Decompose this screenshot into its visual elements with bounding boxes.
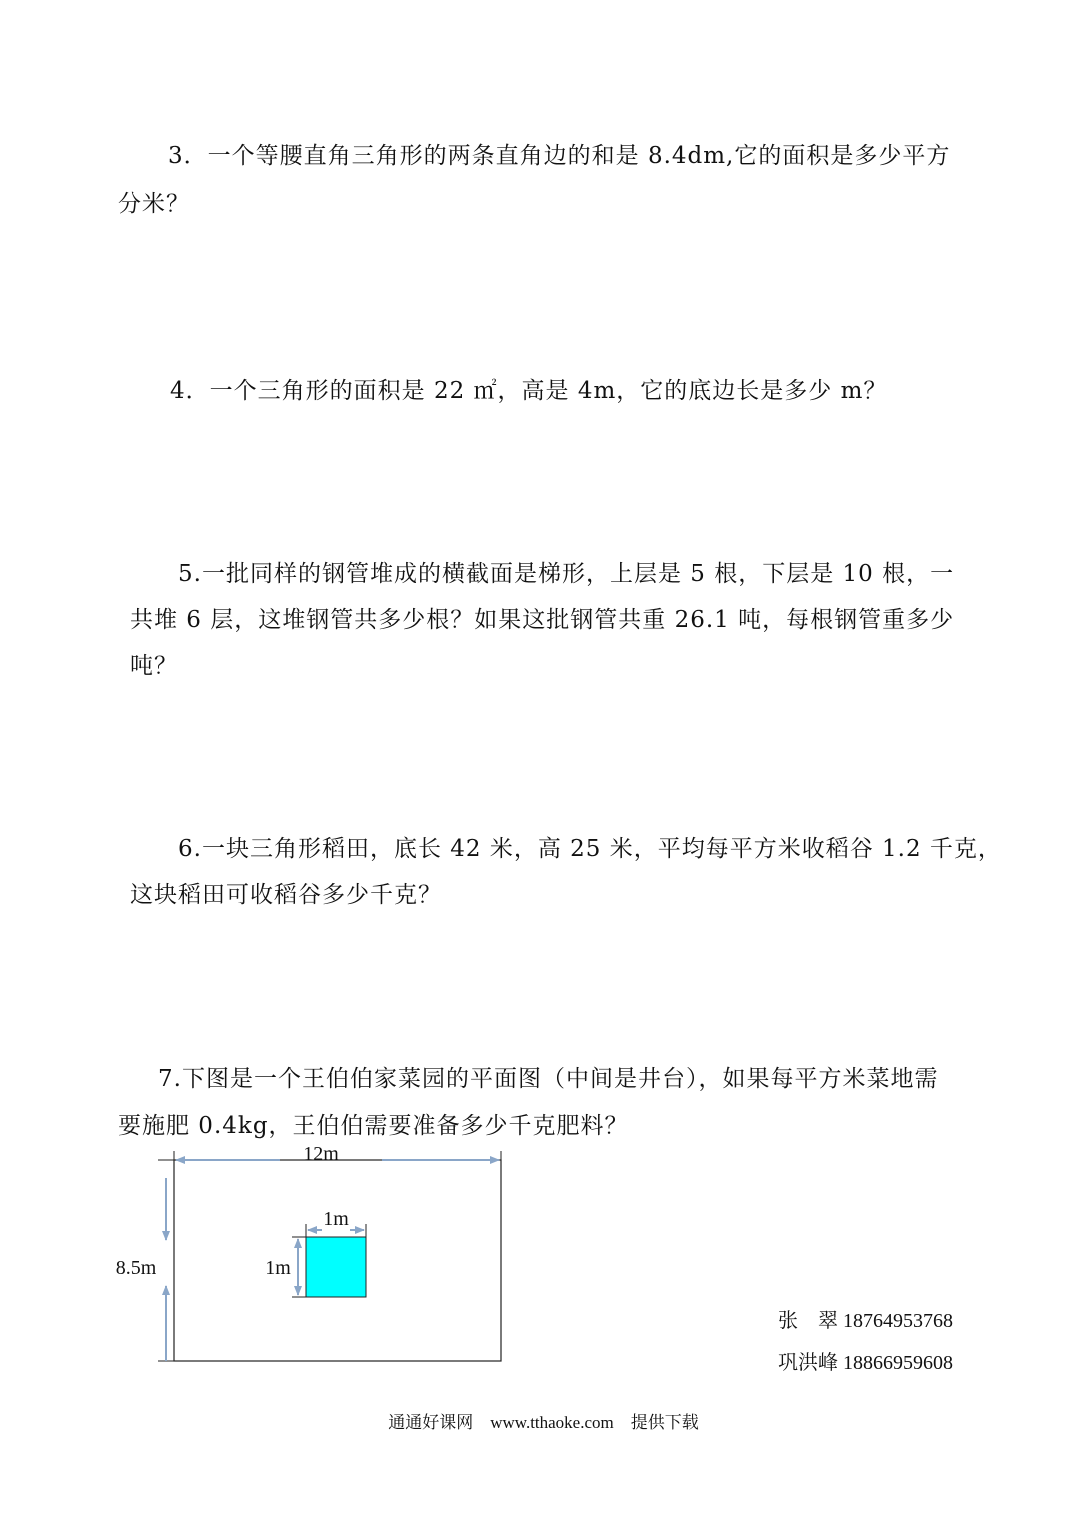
question-5-line-2: 共堆 6 层，这堆钢管共多少根？如果这批钢管共重 26.1 吨，每根钢管重多少 bbox=[130, 607, 955, 633]
height-label: 8.5m bbox=[115, 1257, 157, 1279]
question-6-line-2: 这块稻田可收稻谷多少千克？ bbox=[130, 882, 442, 908]
width-label: 12m bbox=[303, 1143, 339, 1165]
garden-plan-diagram bbox=[100, 1140, 520, 1380]
contact-1 bbox=[778, 1304, 953, 1333]
contact-1-phone: 18764953768 bbox=[843, 1310, 953, 1332]
question-7-line-1: 7.下图是一个王伯伯家菜园的平面图（中间是井台），如果每平方米菜地需 bbox=[158, 1066, 939, 1092]
question-3-line-1: 3．一个等腰直角三角形的两条直角边的和是 8.4dm,它的面积是多少平方 bbox=[168, 143, 951, 169]
page-footer: 通通好课网 www.tthaoke.com 提供下载 bbox=[388, 1413, 699, 1432]
contact-1-name: 张 翠 bbox=[778, 1310, 838, 1332]
question-6-line-1: 6.一块三角形稻田，底长 42 米，高 25 米，平均每平方米收稻谷 1.2 千克， bbox=[178, 836, 1002, 862]
contact-2-name: 巩洪峰 bbox=[778, 1352, 838, 1374]
question-7-line-2: 要施肥 0.4kg，王伯伯需要准备多少千克肥料？ bbox=[118, 1113, 629, 1139]
question-5-line-1: 5.一批同样的钢管堆成的横截面是梯形，上层是 5 根，下层是 10 根，一 bbox=[178, 561, 955, 587]
well-width-label: 1m bbox=[323, 1208, 349, 1230]
well-height-label: 1m bbox=[265, 1257, 291, 1279]
question-4-line-1: 4．一个三角形的面积是 22 ㎡，高是 4m，它的底边长是多少 m？ bbox=[170, 378, 888, 404]
question-3-line-2: 分米？ bbox=[118, 191, 190, 217]
well-platform bbox=[306, 1237, 366, 1297]
garden-plan-svg bbox=[100, 1140, 520, 1380]
question-5-line-3: 吨？ bbox=[130, 653, 178, 679]
contact-2 bbox=[778, 1346, 953, 1375]
contact-2-phone: 18866959608 bbox=[843, 1352, 953, 1374]
